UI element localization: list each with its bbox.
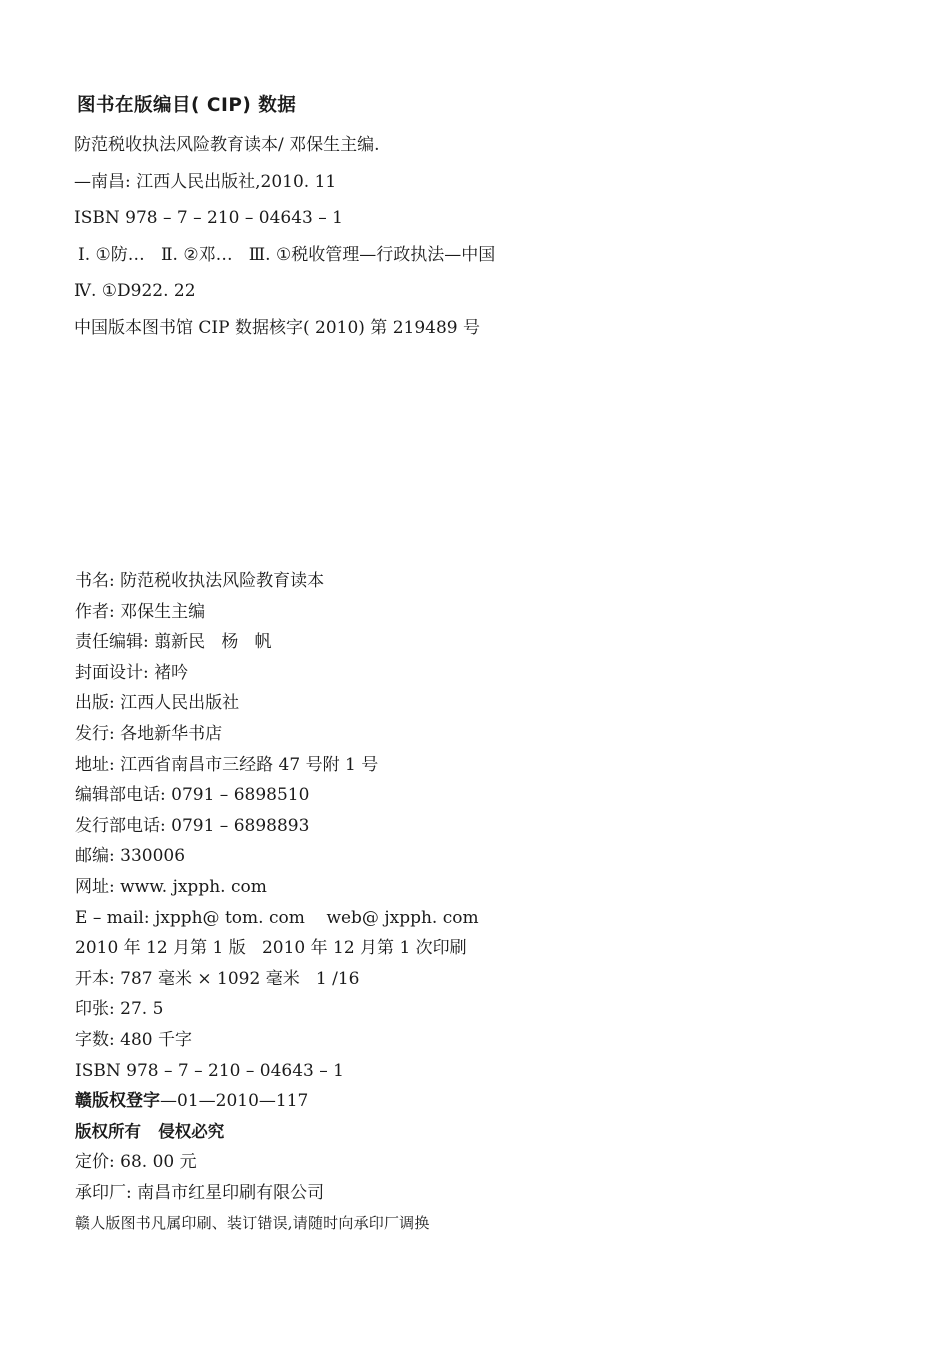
- publication-info-block: [75, 569, 479, 1242]
- cip-title-line: 防范税收执法风险教育读本/ 邓保生主编.: [74, 135, 380, 155]
- editor-line: 责任编辑: 翦新民 杨 帆: [75, 632, 272, 653]
- cip-isbn-line: ISBN 978 – 7 – 210 – 04643 – 1: [74, 208, 343, 228]
- sales-phone-line: 发行部电话: 0791 – 6898893: [75, 815, 310, 836]
- email-line: E – mail: jxpph@ tom. com web@ jxpph. com: [75, 907, 479, 928]
- cip-publisher-line: —南昌: 江西人民出版社,2010. 11: [74, 171, 337, 192]
- rights-reserved-line: 版权所有 侵权必究: [75, 1121, 225, 1141]
- printer-line: 承印厂: 南昌市红星印刷有限公司: [75, 1182, 325, 1203]
- distributor-line: 发行: 各地新华书店: [75, 723, 223, 744]
- word-count-line: 字数: 480 千字: [75, 1029, 192, 1050]
- registration-label: 赣版权登字: [75, 1091, 160, 1112]
- edition-line: 2010 年 12 月第 1 版 2010 年 12 月第 1 次印刷: [75, 938, 467, 959]
- cip-classification-line: Ⅳ. ①D922. 22: [74, 281, 196, 301]
- copyright-registration-line: [75, 1089, 479, 1120]
- replacement-notice-line: 赣人版图书凡属印刷、装订错误,请随时向承印厂调换: [75, 1214, 430, 1233]
- book-title-line: 书名: 防范税收执法风险教育读本: [75, 571, 325, 591]
- publisher-line: 出版: 江西人民出版社: [75, 693, 240, 714]
- isbn-line: ISBN 978 – 7 – 210 – 04643 – 1: [75, 1060, 344, 1081]
- cip-data-block: [74, 133, 495, 352]
- format-line: 开本: 787 毫米 × 1092 毫米 1 /16: [75, 968, 360, 989]
- author-line: 作者: 邓保生主编: [75, 601, 206, 622]
- website-line: 网址: www. jxpph. com: [75, 876, 267, 897]
- cip-subject-line: Ⅰ. ①防… Ⅱ. ②邓… Ⅲ. ①税收管理—行政执法—中国: [78, 244, 496, 265]
- registration-number: —01—2010—117: [160, 1091, 309, 1112]
- cip-heading: 图书在版编目( CIP) 数据: [77, 95, 297, 116]
- price-line: 定价: 68. 00 元: [75, 1152, 197, 1173]
- address-line: 地址: 江西省南昌市三经路 47 号附 1 号: [75, 754, 379, 775]
- postcode-line: 邮编: 330006: [75, 846, 186, 867]
- cip-record-number-line: 中国版本图书馆 CIP 数据核字( 2010) 第 219489 号: [74, 317, 481, 338]
- editorial-phone-line: 编辑部电话: 0791 – 6898510: [75, 785, 310, 806]
- cover-design-line: 封面设计: 褚吟: [75, 662, 189, 683]
- printed-sheets-line: 印张: 27. 5: [75, 999, 164, 1020]
